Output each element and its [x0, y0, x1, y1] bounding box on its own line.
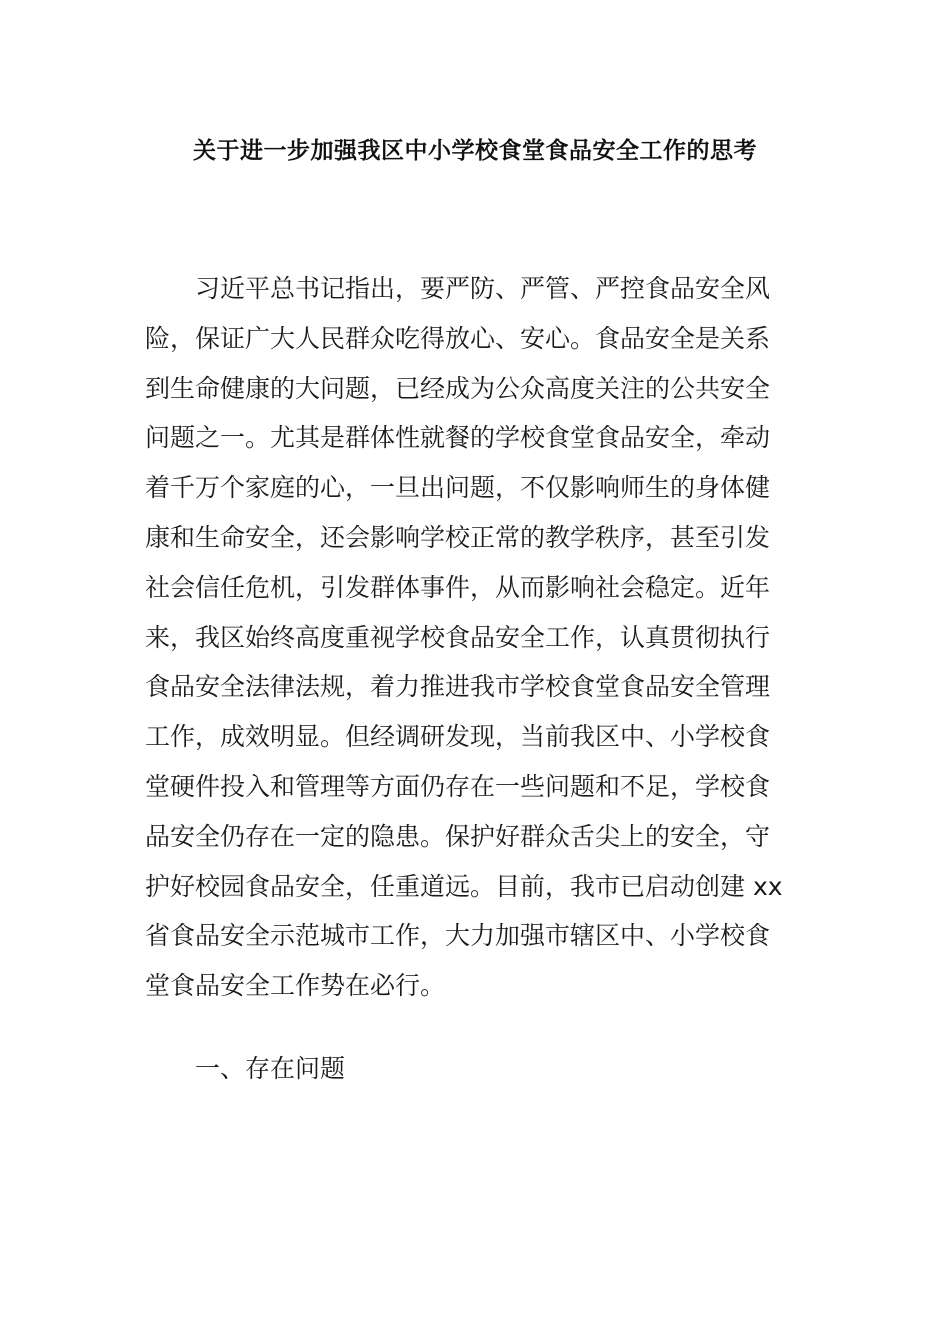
paragraph-line: 险，保证广大人民群众吃得放心、安心。食品安全是关系 [145, 323, 771, 353]
intro-paragraph [145, 264, 795, 1011]
paragraph-line: 省食品安全示范城市工作，大力加强市辖区中、小学校食 [145, 921, 771, 951]
paragraph-line: 工作，成效明显。但经调研发现，当前我区中、小学校食 [145, 722, 771, 752]
paragraph-line: 护好校园食品安全，任重道远。目前，我市已启动创建 xx [145, 871, 783, 901]
paragraph-line: 习近平总书记指出，要严防、严管、严控食品安全风 [195, 274, 771, 303]
paragraph-line: 堂食品安全工作势在必行。 [145, 971, 446, 1001]
paragraph-line: 来，我区始终高度重视学校食品安全工作，认真贯彻执行 [145, 622, 771, 652]
paragraph-line: 食品安全法律法规，着力推进我市学校食堂食品安全管理 [145, 672, 771, 702]
paragraph-line: 社会信任危机，引发群体事件，从而影响社会稳定。近年 [145, 572, 771, 602]
section-heading: 一、存在问题 [195, 1054, 346, 1083]
paragraph-line: 堂硬件投入和管理等方面仍存在一些问题和不足，学校食 [145, 771, 771, 801]
paragraph-line: 品安全仍存在一定的隐患。保护好群众舌尖上的安全，守 [145, 821, 771, 851]
document-title: 关于进一步加强我区中小学校食堂食品安全工作的思考 [193, 138, 757, 164]
paragraph-line: 问题之一。尤其是群体性就餐的学校食堂食品安全，牵动 [145, 423, 771, 453]
paragraph-line: 到生命健康的大问题，已经成为公众高度关注的公共安全 [145, 373, 771, 403]
paragraph-line: 着千万个家庭的心，一旦出问题，不仅影响师生的身体健 [145, 473, 771, 503]
paragraph-line: 康和生命安全，还会影响学校正常的教学秩序，甚至引发 [145, 522, 771, 552]
